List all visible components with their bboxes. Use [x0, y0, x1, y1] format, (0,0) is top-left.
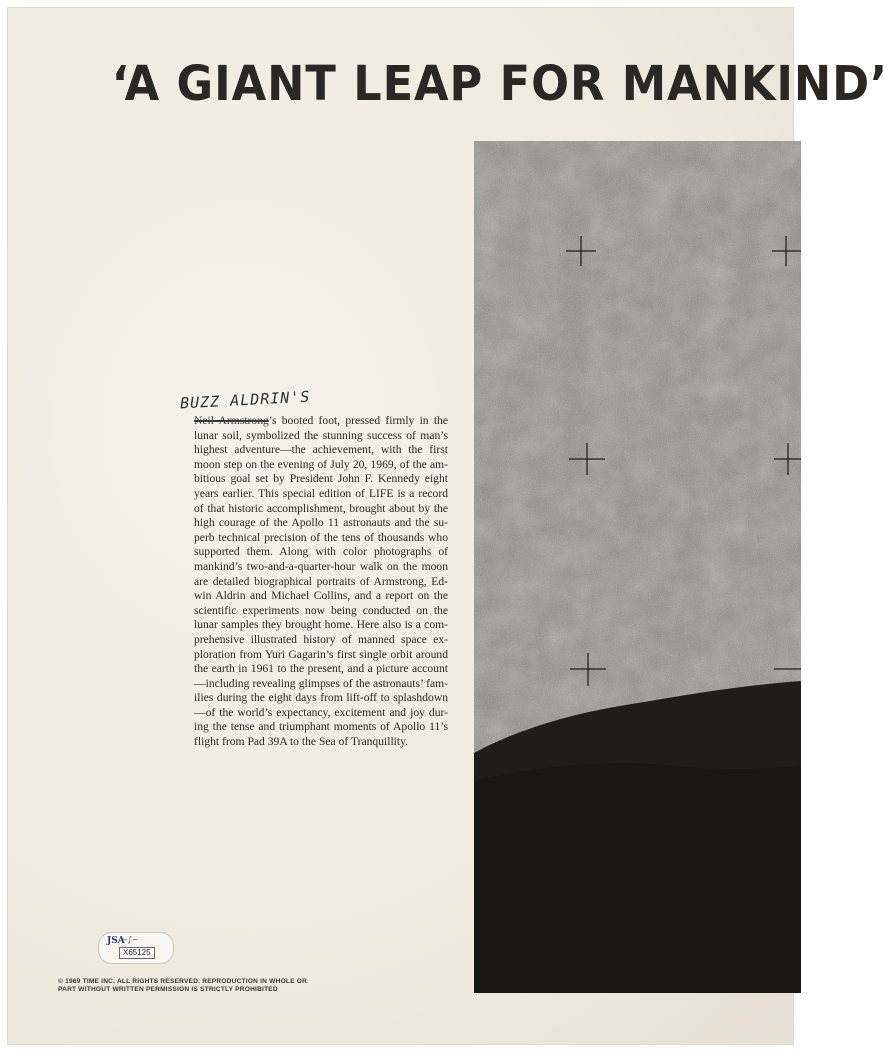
body-line: are detailed biographical portraits of Armstrong, Ed- [194, 574, 448, 588]
authentication-code: X65125 [119, 947, 155, 959]
body-line: win Aldrin and Michael Collins, and a report on the [194, 589, 448, 603]
body-line: lunar soil, symbolized the stunning success of man’s [194, 428, 448, 442]
authentication-sticker [98, 932, 174, 964]
handwritten-annotation: BUZZ ALDRIN'S [179, 387, 311, 413]
body-line-0: Neil Armstrong’s booted foot, pressed firmly in the [194, 414, 448, 427]
body-line: ing the tense and triumphant moments of Apollo 11’s [194, 720, 448, 734]
sticker-signature-mark: ~∫~ [121, 935, 139, 944]
body-line: the earth in 1961 to the present, and a picture account [194, 662, 448, 676]
body-line: supported them. Along with color photographs of [194, 545, 448, 559]
body-line: flight from Pad 39A to the Sea of Tranquillity. [194, 735, 409, 749]
body-line: years earlier. This special edition of LIFE is a record [194, 486, 448, 500]
copyright-notice: © 1969 TIME INC. ALL RIGHTS RESERVED. REPRODUCTION IN WHOLE OR PART WITHOUT WRITTEN PERMISSION IS STRICTLY PROHIBITED [58, 978, 308, 993]
body-line: mankind’s two-and-a-quarter-hour walk on the moon [194, 559, 448, 573]
body-line: highest adventure—the achievement, with the first [194, 443, 448, 457]
body-line: of that historic accomplishment, brought about by the [194, 501, 448, 515]
body-line: bitious goal set by President John F. Kennedy eight [194, 472, 448, 486]
body-line: —including revealing glimpses of the astronauts’ fam- [194, 676, 448, 690]
body-line: lunar samples they brought home. Here also is a com- [194, 618, 448, 632]
body-line: high courage of the Apollo 11 astronauts and the su- [194, 516, 448, 530]
body-line: moon step on the evening of July 20, 1969, of the am- [194, 457, 448, 471]
body-line: ilies during the eight days from lift-off to splashdown [194, 691, 448, 705]
body-line: scientific experiments now being conducted on the [194, 603, 448, 617]
headline: ‘A GIANT LEAP FOR MANKIND’ [111, 56, 888, 112]
article-intro [194, 414, 448, 750]
jsa-logo: JSA [107, 936, 125, 946]
lunar-surface-image [474, 141, 801, 993]
lunar-surface-photo [474, 141, 801, 993]
body-line: prehensive illustrated history of manned space ex- [194, 632, 448, 646]
body-line: perb technical precision of the tens of thousands who [194, 530, 448, 544]
magazine-page [8, 8, 888, 1044]
struck-name: Neil Armstrong [194, 414, 269, 427]
body-line: ploration from Yuri Gagarin’s first single orbit around [194, 647, 448, 661]
body-line: —of the world’s expectancy, excitement and joy dur- [194, 705, 448, 719]
